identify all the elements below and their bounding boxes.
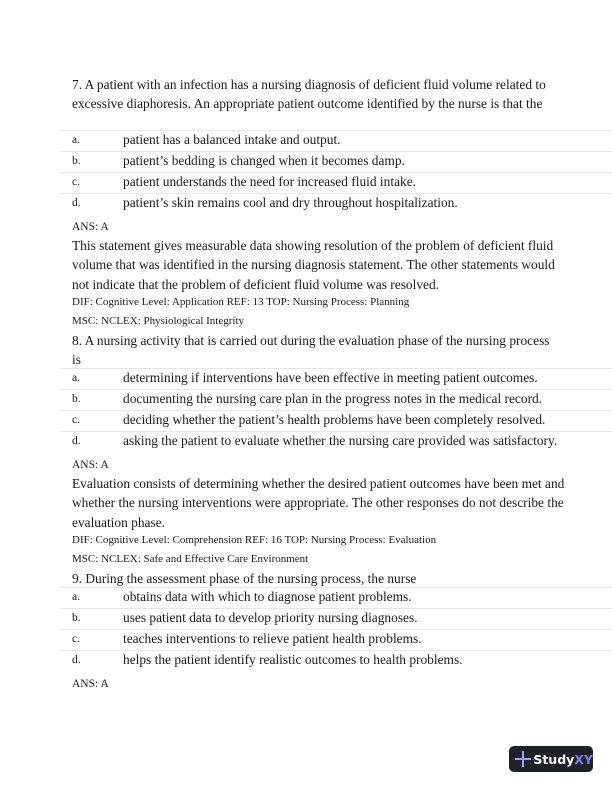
question-8-options — [60, 368, 612, 452]
option-text: patient understands the need for increased fluid intake. — [123, 174, 416, 189]
question-7-dif: DIF: Cognitive Level: Application REF: 13 TOP: Nursing Process: Planning — [72, 296, 410, 308]
question-9-options — [60, 587, 612, 671]
question-7-msc: MSC: NCLEX: Physiological Integrity — [72, 315, 245, 327]
option-letter: b. — [72, 393, 81, 405]
option-letter: a. — [72, 134, 80, 146]
option-row — [60, 650, 612, 671]
question-7-answer: ANS: A — [72, 221, 109, 233]
question-7-options — [60, 130, 612, 214]
question-8-dif: DIF: Cognitive Level: Comprehension REF: 16 TOP: Nursing Process: Evaluation — [72, 534, 437, 546]
option-row — [60, 193, 612, 214]
option-text: asking the patient to evaluate whether the nursing care provided was satisfactory. — [123, 433, 558, 448]
option-letter: c. — [72, 414, 80, 426]
option-letter: c. — [72, 633, 80, 645]
brand-accent: XY — [574, 751, 593, 767]
option-row — [60, 389, 612, 410]
option-text: patient’s skin remains cool and dry throughout hospitalization. — [123, 195, 458, 210]
option-letter: a. — [72, 591, 80, 603]
option-text: helps the patient identify realistic outcomes to health problems. — [123, 652, 463, 667]
option-text: patient’s bedding is changed when it becomes damp. — [123, 153, 405, 168]
plus-icon — [515, 751, 529, 767]
option-row — [60, 130, 612, 151]
option-text: deciding whether the patient’s health problems have been completely resolved. — [123, 412, 546, 427]
option-text: obtains data with which to diagnose patient problems. — [123, 589, 412, 604]
option-letter: a. — [72, 372, 80, 384]
option-row — [60, 608, 612, 629]
option-row — [60, 410, 612, 431]
option-text: uses patient data to develop priority nursing diagnoses. — [123, 610, 418, 625]
option-row — [60, 587, 612, 608]
question-8-stem: 8. A nursing activity that is carried out during the evaluation phase of the nursing process is — [72, 333, 550, 368]
option-row — [60, 151, 612, 172]
question-8-msc: MSC: NCLEX: Safe and Effective Care Environment — [72, 553, 309, 565]
option-text: documenting the nursing care plan in the progress notes in the medical record. — [123, 391, 543, 406]
option-letter: d. — [72, 435, 81, 447]
question-8-answer: ANS: A — [72, 459, 109, 471]
option-letter: d. — [72, 654, 81, 666]
option-row — [60, 629, 612, 650]
brand-main: Study — [533, 751, 575, 767]
option-letter: c. — [72, 176, 80, 188]
option-letter: b. — [72, 155, 81, 167]
option-letter: d. — [72, 197, 81, 209]
option-text: patient has a balanced intake and output. — [123, 132, 341, 147]
question-7-stem: 7. A patient with an infection has a nursing diagnosis of deficient fluid volume related to excessive diaphoresis. An appropriate patient outcome identified by the nurse is that the — [72, 77, 546, 112]
option-row — [60, 368, 612, 389]
studyxy-badge[interactable] — [509, 746, 593, 772]
question-9-stem: 9. During the assessment phase of the nursing process, the nurse — [72, 571, 417, 586]
question-7-rationale: This statement gives measurable data showing resolution of the problem of deficient fluid volume that was identified in the nursing diagnosis statement. The other statements would not indicate that the problem of deficient fluid volume was resolved. — [72, 238, 555, 292]
option-text: teaches interventions to relieve patient health problems. — [123, 631, 422, 646]
option-row — [60, 431, 612, 452]
question-8-rationale: Evaluation consists of determining whether the desired patient outcomes have been met and whether the nursing interventions were appropriate. The other responses do not describe the evaluation phase. — [72, 476, 565, 530]
option-row — [60, 172, 612, 193]
option-text: determining if interventions have been effective in meeting patient outcomes. — [123, 370, 538, 385]
option-letter: b. — [72, 612, 81, 624]
brand-logo-text — [533, 752, 593, 767]
question-9-answer: ANS: A — [72, 678, 109, 690]
